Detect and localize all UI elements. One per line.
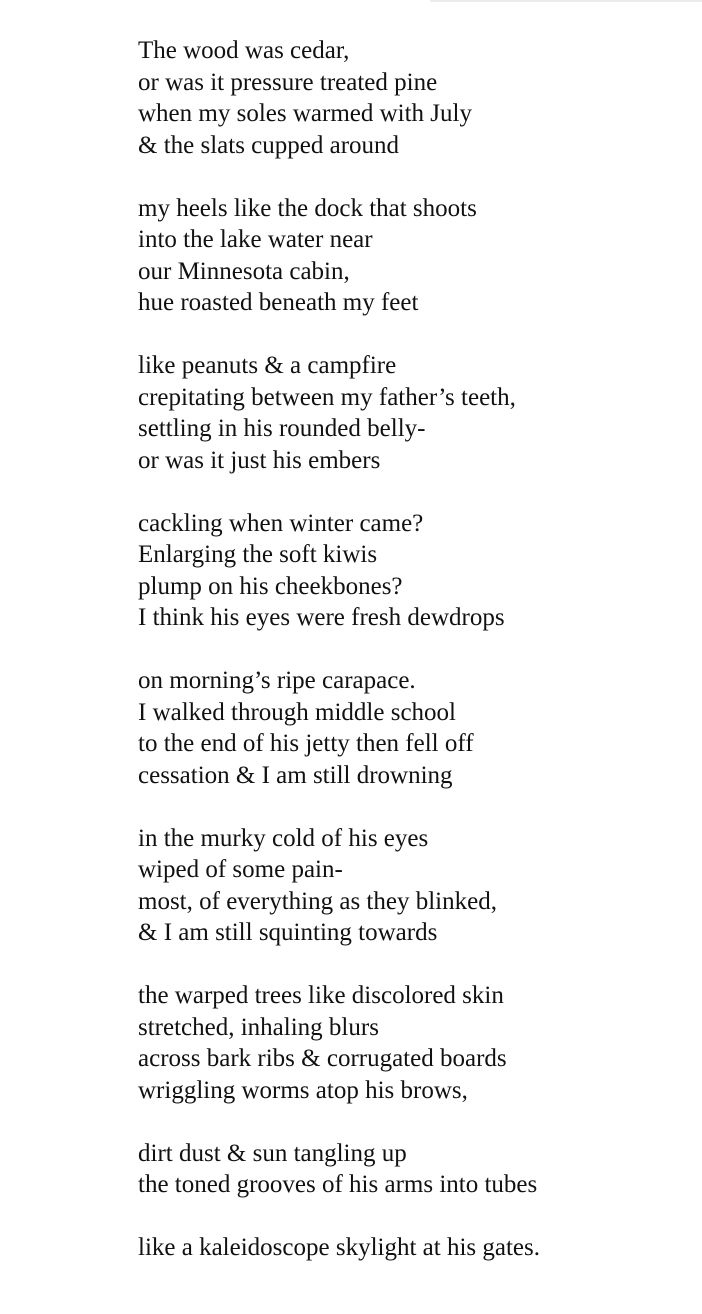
poem-line: crepitating between my father’s teeth, <box>138 383 516 411</box>
poem-line: across bark ribs & corrugated boards <box>138 1045 507 1072</box>
poem-line: & the slats cupped around <box>138 131 400 159</box>
poem-line: dirt dust & sun tangling up <box>138 1139 407 1167</box>
poem-line: wiped of some pain- <box>138 856 343 883</box>
poem-line: The wood was cedar, <box>138 37 350 64</box>
stanza-8 <box>138 1138 688 1201</box>
poem-line: or was it pressure treated pine <box>138 68 438 96</box>
poem-line: like peanuts & a campfire <box>138 352 397 379</box>
stanza-6 <box>138 823 688 949</box>
poem-line: my heels like the dock that shoots <box>138 194 477 222</box>
poem-line: I think his eyes were fresh dewdrops <box>138 604 505 631</box>
poem-line: most, of everything as they blinked, <box>138 887 497 915</box>
poem-line: settling in his rounded belly- <box>138 415 426 442</box>
stanza-4 <box>138 508 688 634</box>
poem-line: hue roasted beneath my feet <box>138 289 419 316</box>
poem-line: & I am still squinting towards <box>138 919 438 946</box>
top-divider <box>430 0 702 2</box>
stanza-5 <box>138 665 688 791</box>
poem-line: when my soles warmed with July <box>138 100 472 127</box>
poem-line: the warped trees like discolored skin <box>138 982 504 1009</box>
poem-line: on morning’s ripe carapace. <box>138 667 416 694</box>
poem-line: in the murky cold of his eyes <box>138 824 429 852</box>
stanza-1 <box>138 35 688 161</box>
stanza-2 <box>138 193 688 319</box>
poem-line: the toned grooves of his arms into tubes <box>138 1171 538 1198</box>
poem-line: cackling when winter came? <box>138 509 424 537</box>
stanza-3 <box>138 350 688 476</box>
poem-line: to the end of his jetty then fell off <box>138 730 474 757</box>
poem-line: stretched, inhaling blurs <box>138 1013 379 1041</box>
poem-line: or was it just his embers <box>138 446 381 474</box>
poem-line: wriggling worms atop his brows, <box>138 1076 468 1104</box>
poem-line: plump on his cheekbones? <box>138 572 403 600</box>
stanza-9 <box>138 1232 688 1264</box>
poem-line: Enlarging the soft kiwis <box>138 541 378 568</box>
poem-line: I walked through middle school <box>138 698 456 726</box>
poem-line: like a kaleidoscope skylight at his gates. <box>138 1234 540 1261</box>
poem-line: our Minnesota cabin, <box>138 257 350 285</box>
poem-body <box>138 35 688 1264</box>
stanza-7 <box>138 980 688 1106</box>
poem-line: into the lake water near <box>138 226 373 253</box>
poem-line: cessation & I am still drowning <box>138 761 453 789</box>
